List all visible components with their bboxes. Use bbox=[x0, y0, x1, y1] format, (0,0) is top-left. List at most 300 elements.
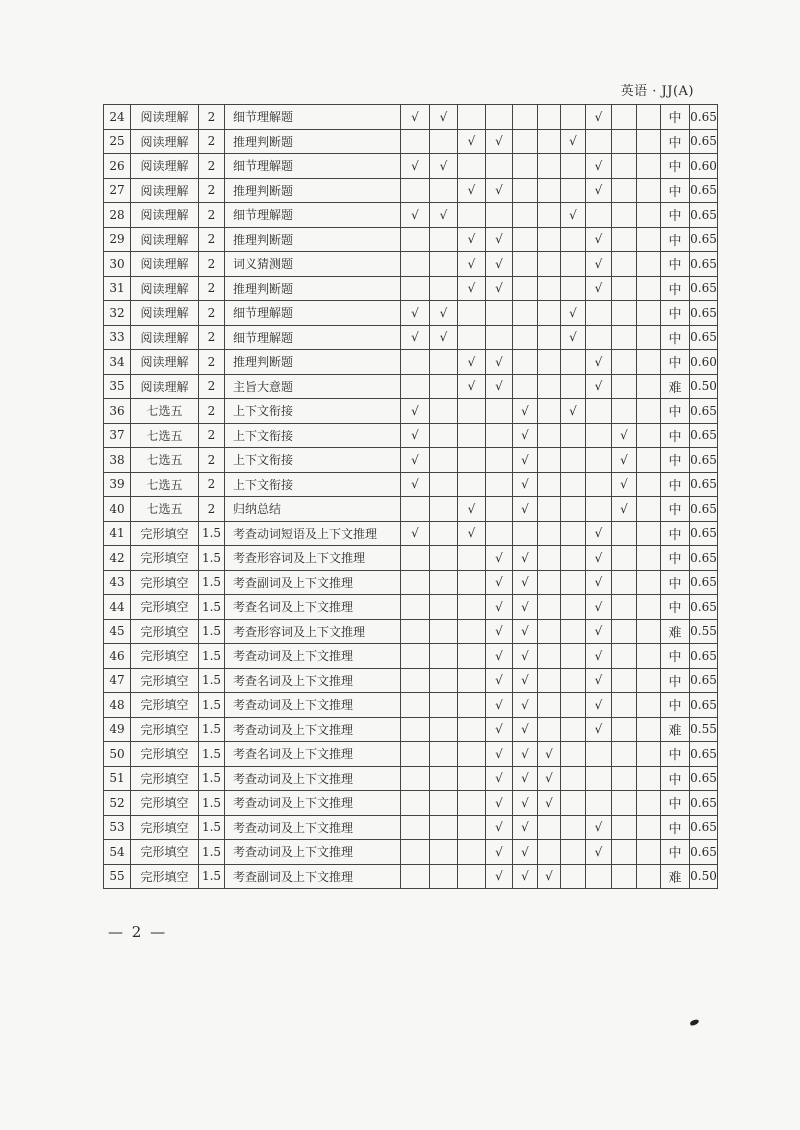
check-mark-cell bbox=[513, 178, 538, 203]
check-mark-cell bbox=[586, 766, 612, 791]
check-mark-cell: √ bbox=[513, 840, 538, 865]
table-row bbox=[104, 105, 718, 130]
check-mark-cell bbox=[486, 203, 513, 228]
table-row bbox=[104, 227, 718, 252]
difficulty-level: 中 bbox=[661, 350, 690, 375]
section-name: 阅读理解 bbox=[131, 374, 199, 399]
check-mark-cell bbox=[430, 693, 458, 718]
question-number: 33 bbox=[104, 325, 131, 350]
question-score: 2 bbox=[199, 154, 225, 179]
check-mark-cell bbox=[538, 693, 561, 718]
difficulty-level: 中 bbox=[661, 791, 690, 816]
check-mark-cell: √ bbox=[612, 472, 637, 497]
check-mark-cell bbox=[612, 301, 637, 326]
difficulty-value: 0.65 bbox=[690, 129, 718, 154]
check-mark-cell bbox=[637, 472, 661, 497]
check-mark-cell bbox=[430, 350, 458, 375]
check-mark-cell: √ bbox=[458, 276, 486, 301]
check-mark-cell bbox=[612, 742, 637, 767]
question-number: 43 bbox=[104, 570, 131, 595]
check-mark-cell: √ bbox=[486, 178, 513, 203]
question-number: 55 bbox=[104, 864, 131, 889]
table-row bbox=[104, 129, 718, 154]
difficulty-level: 中 bbox=[661, 570, 690, 595]
table-row bbox=[104, 154, 718, 179]
check-mark-cell bbox=[538, 276, 561, 301]
check-mark-cell bbox=[561, 154, 586, 179]
check-mark-cell: √ bbox=[513, 644, 538, 669]
question-description: 推理判断题 bbox=[225, 350, 401, 375]
check-mark-cell bbox=[430, 619, 458, 644]
check-mark-cell bbox=[561, 276, 586, 301]
check-mark-cell bbox=[612, 203, 637, 228]
table-row bbox=[104, 423, 718, 448]
check-mark-cell bbox=[637, 619, 661, 644]
table-row bbox=[104, 301, 718, 326]
difficulty-level: 中 bbox=[661, 301, 690, 326]
question-number: 27 bbox=[104, 178, 131, 203]
check-mark-cell: √ bbox=[401, 105, 430, 130]
check-mark-cell bbox=[401, 178, 430, 203]
question-number: 30 bbox=[104, 252, 131, 277]
difficulty-value: 0.65 bbox=[690, 178, 718, 203]
check-mark-cell bbox=[637, 840, 661, 865]
difficulty-level: 中 bbox=[661, 742, 690, 767]
check-mark-cell: √ bbox=[486, 742, 513, 767]
check-mark-cell bbox=[538, 154, 561, 179]
check-mark-cell bbox=[612, 521, 637, 546]
question-score: 2 bbox=[199, 423, 225, 448]
check-mark-cell: √ bbox=[586, 570, 612, 595]
check-mark-cell: √ bbox=[513, 546, 538, 571]
check-mark-cell: √ bbox=[538, 766, 561, 791]
question-number: 49 bbox=[104, 717, 131, 742]
check-mark-cell bbox=[612, 227, 637, 252]
check-mark-cell bbox=[401, 619, 430, 644]
check-mark-cell bbox=[430, 423, 458, 448]
question-number: 35 bbox=[104, 374, 131, 399]
check-mark-cell bbox=[430, 374, 458, 399]
check-mark-cell: √ bbox=[458, 178, 486, 203]
check-mark-cell bbox=[538, 644, 561, 669]
question-score: 1.5 bbox=[199, 742, 225, 767]
question-score: 1.5 bbox=[199, 644, 225, 669]
difficulty-level: 中 bbox=[661, 497, 690, 522]
section-name: 完形填空 bbox=[131, 815, 199, 840]
check-mark-cell bbox=[612, 325, 637, 350]
check-mark-cell: √ bbox=[513, 423, 538, 448]
check-mark-cell bbox=[430, 668, 458, 693]
check-mark-cell bbox=[430, 497, 458, 522]
check-mark-cell: √ bbox=[586, 178, 612, 203]
check-mark-cell: √ bbox=[401, 325, 430, 350]
table-row bbox=[104, 840, 718, 865]
page-number: — 2 — bbox=[108, 923, 168, 941]
check-mark-cell bbox=[430, 227, 458, 252]
check-mark-cell: √ bbox=[486, 644, 513, 669]
question-score: 1.5 bbox=[199, 766, 225, 791]
check-mark-cell bbox=[538, 178, 561, 203]
question-description: 考查名词及上下文推理 bbox=[225, 668, 401, 693]
check-mark-cell bbox=[561, 178, 586, 203]
check-mark-cell bbox=[401, 546, 430, 571]
check-mark-cell: √ bbox=[401, 203, 430, 228]
check-mark-cell bbox=[612, 717, 637, 742]
difficulty-value: 0.65 bbox=[690, 791, 718, 816]
check-mark-cell: √ bbox=[561, 129, 586, 154]
check-mark-cell: √ bbox=[586, 350, 612, 375]
difficulty-value: 0.65 bbox=[690, 766, 718, 791]
check-mark-cell: √ bbox=[586, 717, 612, 742]
check-mark-cell bbox=[430, 840, 458, 865]
check-mark-cell bbox=[458, 154, 486, 179]
difficulty-value: 0.65 bbox=[690, 472, 718, 497]
section-name: 完形填空 bbox=[131, 791, 199, 816]
check-mark-cell bbox=[401, 742, 430, 767]
question-number: 54 bbox=[104, 840, 131, 865]
question-number: 38 bbox=[104, 448, 131, 473]
difficulty-value: 0.55 bbox=[690, 717, 718, 742]
section-name: 阅读理解 bbox=[131, 276, 199, 301]
check-mark-cell bbox=[561, 766, 586, 791]
check-mark-cell: √ bbox=[586, 595, 612, 620]
check-mark-cell bbox=[513, 521, 538, 546]
difficulty-level: 中 bbox=[661, 472, 690, 497]
check-mark-cell bbox=[612, 791, 637, 816]
check-mark-cell bbox=[538, 546, 561, 571]
question-score: 2 bbox=[199, 203, 225, 228]
check-mark-cell bbox=[486, 497, 513, 522]
question-score: 1.5 bbox=[199, 619, 225, 644]
check-mark-cell bbox=[538, 717, 561, 742]
check-mark-cell: √ bbox=[401, 154, 430, 179]
check-mark-cell: √ bbox=[513, 619, 538, 644]
difficulty-level: 中 bbox=[661, 840, 690, 865]
question-number: 44 bbox=[104, 595, 131, 620]
question-description: 上下文衔接 bbox=[225, 399, 401, 424]
difficulty-value: 0.65 bbox=[690, 815, 718, 840]
question-score: 2 bbox=[199, 276, 225, 301]
check-mark-cell bbox=[538, 619, 561, 644]
difficulty-level: 中 bbox=[661, 668, 690, 693]
check-mark-cell bbox=[401, 815, 430, 840]
check-mark-cell: √ bbox=[486, 227, 513, 252]
table-row bbox=[104, 252, 718, 277]
check-mark-cell bbox=[561, 668, 586, 693]
check-mark-cell bbox=[538, 350, 561, 375]
difficulty-level: 中 bbox=[661, 766, 690, 791]
check-mark-cell bbox=[637, 766, 661, 791]
check-mark-cell bbox=[401, 693, 430, 718]
question-score: 2 bbox=[199, 350, 225, 375]
section-name: 阅读理解 bbox=[131, 203, 199, 228]
section-name: 完形填空 bbox=[131, 840, 199, 865]
check-mark-cell bbox=[586, 423, 612, 448]
question-description: 考查动词及上下文推理 bbox=[225, 766, 401, 791]
check-mark-cell: √ bbox=[538, 864, 561, 889]
question-score: 1.5 bbox=[199, 840, 225, 865]
check-mark-cell bbox=[538, 840, 561, 865]
check-mark-cell bbox=[561, 350, 586, 375]
check-mark-cell bbox=[612, 129, 637, 154]
check-mark-cell bbox=[612, 570, 637, 595]
check-mark-cell bbox=[612, 178, 637, 203]
question-number: 40 bbox=[104, 497, 131, 522]
check-mark-cell bbox=[637, 325, 661, 350]
question-number: 48 bbox=[104, 693, 131, 718]
check-mark-cell: √ bbox=[458, 350, 486, 375]
check-mark-cell bbox=[458, 423, 486, 448]
section-name: 阅读理解 bbox=[131, 227, 199, 252]
difficulty-value: 0.65 bbox=[690, 325, 718, 350]
page-header: 英语 · JJ(A) bbox=[620, 84, 694, 99]
question-analysis-table bbox=[103, 104, 718, 889]
check-mark-cell: √ bbox=[513, 595, 538, 620]
check-mark-cell bbox=[538, 129, 561, 154]
table-row bbox=[104, 276, 718, 301]
check-mark-cell bbox=[637, 252, 661, 277]
question-score: 2 bbox=[199, 472, 225, 497]
check-mark-cell: √ bbox=[538, 791, 561, 816]
check-mark-cell: √ bbox=[486, 766, 513, 791]
check-mark-cell bbox=[637, 276, 661, 301]
check-mark-cell: √ bbox=[561, 203, 586, 228]
question-score: 1.5 bbox=[199, 595, 225, 620]
question-description: 考查副词及上下文推理 bbox=[225, 570, 401, 595]
question-description: 主旨大意题 bbox=[225, 374, 401, 399]
check-mark-cell bbox=[561, 815, 586, 840]
question-description: 细节理解题 bbox=[225, 325, 401, 350]
table-row bbox=[104, 325, 718, 350]
check-mark-cell bbox=[637, 864, 661, 889]
table-row bbox=[104, 693, 718, 718]
difficulty-level: 中 bbox=[661, 546, 690, 571]
check-mark-cell bbox=[458, 815, 486, 840]
check-mark-cell bbox=[513, 301, 538, 326]
question-number: 26 bbox=[104, 154, 131, 179]
check-mark-cell bbox=[637, 521, 661, 546]
check-mark-cell bbox=[538, 521, 561, 546]
difficulty-value: 0.65 bbox=[690, 227, 718, 252]
check-mark-cell bbox=[637, 154, 661, 179]
check-mark-cell bbox=[401, 129, 430, 154]
check-mark-cell bbox=[561, 227, 586, 252]
check-mark-cell bbox=[458, 325, 486, 350]
check-mark-cell bbox=[430, 864, 458, 889]
table-row bbox=[104, 791, 718, 816]
check-mark-cell bbox=[430, 546, 458, 571]
table-row bbox=[104, 350, 718, 375]
question-description: 细节理解题 bbox=[225, 301, 401, 326]
section-name: 完形填空 bbox=[131, 668, 199, 693]
question-score: 1.5 bbox=[199, 668, 225, 693]
question-number: 36 bbox=[104, 399, 131, 424]
check-mark-cell: √ bbox=[486, 864, 513, 889]
check-mark-cell bbox=[538, 423, 561, 448]
check-mark-cell: √ bbox=[486, 791, 513, 816]
check-mark-cell bbox=[586, 497, 612, 522]
question-score: 1.5 bbox=[199, 693, 225, 718]
check-mark-cell bbox=[561, 423, 586, 448]
check-mark-cell bbox=[637, 203, 661, 228]
question-score: 2 bbox=[199, 227, 225, 252]
question-number: 39 bbox=[104, 472, 131, 497]
check-mark-cell bbox=[486, 448, 513, 473]
section-name: 阅读理解 bbox=[131, 154, 199, 179]
question-number: 28 bbox=[104, 203, 131, 228]
check-mark-cell bbox=[513, 129, 538, 154]
check-mark-cell bbox=[401, 252, 430, 277]
check-mark-cell bbox=[430, 644, 458, 669]
check-mark-cell bbox=[458, 791, 486, 816]
check-mark-cell bbox=[430, 448, 458, 473]
question-description: 推理判断题 bbox=[225, 276, 401, 301]
check-mark-cell: √ bbox=[612, 423, 637, 448]
check-mark-cell: √ bbox=[430, 154, 458, 179]
difficulty-value: 0.65 bbox=[690, 546, 718, 571]
check-mark-cell bbox=[538, 472, 561, 497]
check-mark-cell: √ bbox=[586, 227, 612, 252]
table-row bbox=[104, 619, 718, 644]
difficulty-level: 中 bbox=[661, 203, 690, 228]
check-mark-cell: √ bbox=[401, 521, 430, 546]
question-score: 2 bbox=[199, 497, 225, 522]
section-name: 完形填空 bbox=[131, 570, 199, 595]
difficulty-level: 中 bbox=[661, 644, 690, 669]
check-mark-cell: √ bbox=[401, 301, 430, 326]
check-mark-cell bbox=[458, 766, 486, 791]
check-mark-cell: √ bbox=[486, 570, 513, 595]
check-mark-cell bbox=[538, 374, 561, 399]
difficulty-value: 0.65 bbox=[690, 644, 718, 669]
check-mark-cell bbox=[612, 595, 637, 620]
check-mark-cell bbox=[513, 154, 538, 179]
check-mark-cell bbox=[538, 399, 561, 424]
check-mark-cell bbox=[458, 570, 486, 595]
check-mark-cell bbox=[458, 448, 486, 473]
check-mark-cell: √ bbox=[513, 864, 538, 889]
check-mark-cell bbox=[586, 203, 612, 228]
difficulty-level: 中 bbox=[661, 399, 690, 424]
question-description: 考查形容词及上下文推理 bbox=[225, 619, 401, 644]
check-mark-cell bbox=[486, 105, 513, 130]
section-name: 七选五 bbox=[131, 448, 199, 473]
check-mark-cell: √ bbox=[586, 154, 612, 179]
check-mark-cell bbox=[561, 717, 586, 742]
table-row bbox=[104, 668, 718, 693]
check-mark-cell bbox=[430, 399, 458, 424]
section-name: 完形填空 bbox=[131, 864, 199, 889]
question-description: 考查动词及上下文推理 bbox=[225, 693, 401, 718]
check-mark-cell: √ bbox=[513, 693, 538, 718]
difficulty-value: 0.65 bbox=[690, 399, 718, 424]
check-mark-cell bbox=[637, 399, 661, 424]
table-row bbox=[104, 521, 718, 546]
check-mark-cell bbox=[401, 276, 430, 301]
difficulty-value: 0.65 bbox=[690, 203, 718, 228]
check-mark-cell bbox=[586, 791, 612, 816]
difficulty-level: 中 bbox=[661, 595, 690, 620]
difficulty-value: 0.65 bbox=[690, 448, 718, 473]
check-mark-cell: √ bbox=[612, 448, 637, 473]
difficulty-level: 中 bbox=[661, 325, 690, 350]
check-mark-cell bbox=[401, 668, 430, 693]
table-row bbox=[104, 570, 718, 595]
check-mark-cell bbox=[637, 350, 661, 375]
check-mark-cell: √ bbox=[586, 619, 612, 644]
question-description: 考查名词及上下文推理 bbox=[225, 742, 401, 767]
check-mark-cell bbox=[612, 840, 637, 865]
question-number: 41 bbox=[104, 521, 131, 546]
check-mark-cell bbox=[430, 252, 458, 277]
check-mark-cell bbox=[486, 472, 513, 497]
check-mark-cell bbox=[458, 105, 486, 130]
difficulty-value: 0.55 bbox=[690, 619, 718, 644]
check-mark-cell: √ bbox=[586, 546, 612, 571]
check-mark-cell: √ bbox=[513, 717, 538, 742]
check-mark-cell: √ bbox=[586, 668, 612, 693]
check-mark-cell bbox=[458, 668, 486, 693]
question-description: 上下文衔接 bbox=[225, 472, 401, 497]
question-description: 细节理解题 bbox=[225, 154, 401, 179]
difficulty-value: 0.65 bbox=[690, 423, 718, 448]
check-mark-cell bbox=[513, 252, 538, 277]
check-mark-cell bbox=[458, 619, 486, 644]
difficulty-value: 0.65 bbox=[690, 693, 718, 718]
check-mark-cell bbox=[561, 105, 586, 130]
check-mark-cell bbox=[538, 301, 561, 326]
check-mark-cell bbox=[430, 791, 458, 816]
check-mark-cell: √ bbox=[401, 399, 430, 424]
table-row bbox=[104, 497, 718, 522]
check-mark-cell: √ bbox=[586, 252, 612, 277]
check-mark-cell: √ bbox=[561, 325, 586, 350]
question-score: 1.5 bbox=[199, 864, 225, 889]
check-mark-cell: √ bbox=[430, 203, 458, 228]
difficulty-value: 0.65 bbox=[690, 742, 718, 767]
difficulty-value: 0.65 bbox=[690, 252, 718, 277]
check-mark-cell: √ bbox=[486, 668, 513, 693]
check-mark-cell: √ bbox=[513, 399, 538, 424]
check-mark-cell bbox=[612, 154, 637, 179]
check-mark-cell bbox=[586, 301, 612, 326]
question-score: 2 bbox=[199, 252, 225, 277]
check-mark-cell bbox=[486, 154, 513, 179]
check-mark-cell bbox=[637, 227, 661, 252]
difficulty-value: 0.65 bbox=[690, 276, 718, 301]
check-mark-cell bbox=[486, 301, 513, 326]
check-mark-cell: √ bbox=[486, 546, 513, 571]
table-row bbox=[104, 717, 718, 742]
check-mark-cell: √ bbox=[513, 497, 538, 522]
check-mark-cell bbox=[430, 815, 458, 840]
question-description: 考查动词及上下文推理 bbox=[225, 644, 401, 669]
check-mark-cell bbox=[586, 325, 612, 350]
question-number: 42 bbox=[104, 546, 131, 571]
check-mark-cell bbox=[586, 448, 612, 473]
table-row bbox=[104, 399, 718, 424]
check-mark-cell bbox=[486, 325, 513, 350]
difficulty-value: 0.60 bbox=[690, 154, 718, 179]
question-description: 考查名词及上下文推理 bbox=[225, 595, 401, 620]
check-mark-cell bbox=[430, 276, 458, 301]
check-mark-cell bbox=[401, 374, 430, 399]
check-mark-cell bbox=[586, 742, 612, 767]
check-mark-cell bbox=[430, 570, 458, 595]
question-number: 51 bbox=[104, 766, 131, 791]
check-mark-cell bbox=[401, 864, 430, 889]
check-mark-cell bbox=[561, 644, 586, 669]
